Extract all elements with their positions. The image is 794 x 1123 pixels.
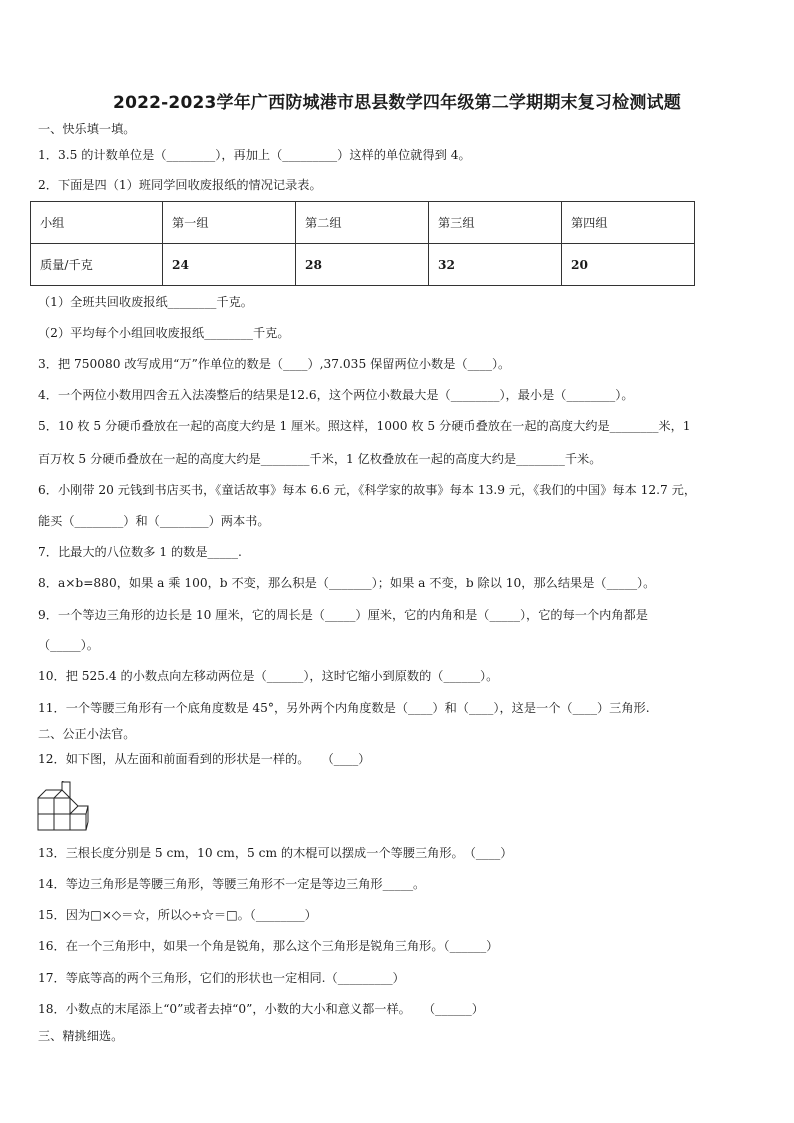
table-header-cell: 第二组 — [296, 202, 429, 244]
section-heading-1: 一、快乐填一填。 — [38, 122, 136, 136]
table-header-cell: 小组 — [31, 202, 163, 244]
question-5-line-2: 百万枚 5 分硬币叠放在一起的高度大约是________千米，1 亿枚叠放在一起的高度大约是________千米。 — [38, 452, 602, 466]
question-1: 1．3.5 的计数单位是（________），再加上（_________）这样的单位就得到 4。 — [38, 148, 471, 162]
cube-stack-figure — [37, 781, 89, 831]
question-2-sub-2: （2）平均每个小组回收废报纸________千克。 — [38, 326, 290, 340]
section-heading-2: 二、公正小法官。 — [38, 727, 136, 741]
table-header-row — [31, 202, 695, 244]
question-9-line-2: （_____）。 — [38, 638, 99, 652]
page-title: 2022-2023学年广西防城港市思县数学四年级第二学期期末复习检测试题 — [113, 93, 681, 113]
question-10: 10．把 525.4 的小数点向左移动两位是（______），这时它缩小到原数的（______）。 — [38, 669, 499, 683]
recycling-record-table — [30, 201, 695, 286]
table-cell: 20 — [562, 244, 695, 286]
table-header-cell: 第一组 — [163, 202, 296, 244]
question-15: 15．因为□×◇＝☆，所以◇÷☆＝□。（________） — [38, 908, 317, 922]
question-8: 8．a×b=880，如果 a 乘 100，b 不变，那么积是（_______）；如果 a 不变，b 除以 10，那么结果是（_____）。 — [38, 576, 656, 590]
section-heading-3: 三、精挑细选。 — [38, 1029, 124, 1043]
question-12: 12．如下图，从左面和前面看到的形状是一样的。 （____） — [38, 752, 371, 766]
question-17: 17．等底等高的两个三角形，它们的形状也一定相同.（_________） — [38, 971, 405, 985]
question-13: 13．三根长度分别是 5 cm，10 cm，5 cm 的木棍可以摆成一个等腰三角形。 （____） — [38, 846, 513, 860]
table-row — [31, 244, 695, 286]
question-2-sub-1: （1）全班共回收废报纸________千克。 — [38, 295, 253, 309]
question-7: 7．比最大的八位数多 1 的数是_____. — [38, 545, 242, 559]
question-2: 2．下面是四（1）班同学回收废报纸的情况记录表。 — [38, 178, 322, 192]
question-14: 14．等边三角形是等腰三角形，等腰三角形不一定是等边三角形_____。 — [38, 877, 426, 891]
question-11: 11．一个等腰三角形有一个底角度数是 45°，另外两个内角度数是（____）和（____），这是一个（____）三角形. — [38, 701, 650, 715]
question-3: 3．把 750080 改写成用“万”作单位的数是（____）,37.035 保留两位小数是（____）。 — [38, 357, 511, 371]
table-header-cell: 第四组 — [562, 202, 695, 244]
question-5-line-1: 5．10 枚 5 分硬币叠放在一起的高度大约是 1 厘米。照这样，1000 枚 5 分硬币叠放在一起的高度大约是________米，1 — [38, 419, 691, 433]
question-6-line-1: 6．小刚带 20 元钱到书店买书，《童话故事》每本 6.6 元，《科学家的故事》每本 13.9 元，《我们的中国》每本 12.7 元， — [38, 483, 697, 497]
question-6-line-2: 能买（________）和（________）两本书。 — [38, 514, 270, 528]
table-cell: 28 — [296, 244, 429, 286]
question-9-line-1: 9．一个等边三角形的边长是 10 厘米，它的周长是（_____）厘米，它的内角和是（_____），它的每一个内角都是 — [38, 608, 648, 622]
question-16: 16．在一个三角形中，如果一个角是锐角，那么这个三角形是锐角三角形。（______） — [38, 939, 499, 953]
question-18: 18．小数点的末尾添上“0”或者去掉“0”，小数的大小和意义都一样。 （______） — [38, 1002, 484, 1016]
table-row-label: 质量/千克 — [31, 244, 163, 286]
question-4: 4．一个两位小数用四舍五入法凑整后的结果是12.6，这个两位小数最大是（________），最小是（________）。 — [38, 388, 634, 402]
table-header-cell: 第三组 — [429, 202, 562, 244]
table-cell: 32 — [429, 244, 562, 286]
table-cell: 24 — [163, 244, 296, 286]
